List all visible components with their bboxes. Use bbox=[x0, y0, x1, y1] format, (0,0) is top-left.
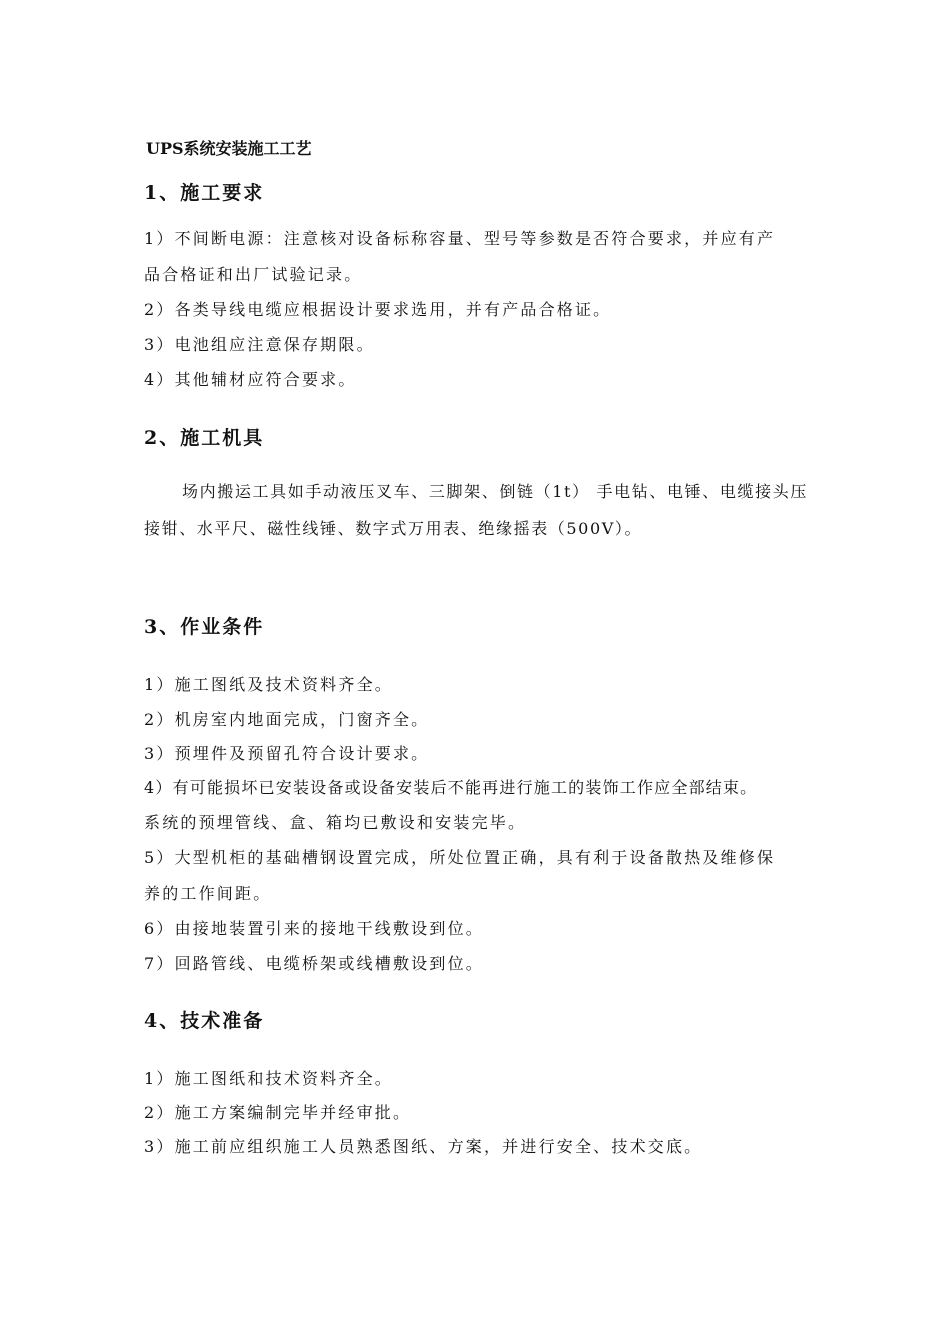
section-3-line-5: 系统的预埋管线、盒、箱均已敷设和安装完毕。 bbox=[144, 813, 527, 832]
section-3-line-2: 2）机房室内地面完成，门窗齐全。 bbox=[144, 710, 430, 729]
section-heading-2: 2、施工机具 bbox=[144, 427, 265, 449]
section-1-line-2: 品合格证和出厂试验记录。 bbox=[144, 265, 363, 284]
section-1-line-4: 3）电池组应注意保存期限。 bbox=[144, 335, 375, 354]
section-heading-1: 1、施工要求 bbox=[144, 182, 265, 204]
section-3-line-4: 4）有可能损坏已安装设备或设备安装后不能再进行施工的装饰工作应全部结束。 bbox=[144, 778, 758, 797]
section-heading-4: 4、技术准备 bbox=[144, 1010, 265, 1032]
section-3-line-3: 3）预埋件及预留孔符合设计要求。 bbox=[144, 744, 430, 763]
section-3-line-1: 1）施工图纸及技术资料齐全。 bbox=[144, 675, 393, 694]
section-1-line-1: 1）不间断电源：注意核对设备标称容量、型号等参数是否符合要求，并应有产 bbox=[144, 229, 776, 248]
section-2-paragraph: 场内搬运工具如手动液压叉车、三脚架、倒链（1t） 手电钻、电锤、电缆接头压接钳、水平尺、磁性线锤、数字式万用表、绝缘摇表（500V）。 bbox=[144, 482, 808, 538]
section-3-line-9: 7）回路管线、电缆桥架或线槽敷设到位。 bbox=[144, 954, 484, 973]
document-title: UPS系统安装施工工艺 bbox=[146, 139, 312, 158]
section-1-line-5: 4）其他辅材应符合要求。 bbox=[144, 370, 357, 389]
section-4-line-2: 2）施工方案编制完毕并经审批。 bbox=[144, 1103, 412, 1122]
section-3-line-6: 5）大型机柜的基础槽钢设置完成，所处位置正确，具有利于设备散热及维修保 bbox=[144, 848, 776, 867]
section-3-line-8: 6）由接地装置引来的接地干线敷设到位。 bbox=[144, 919, 484, 938]
section-4-line-3: 3）施工前应组织施工人员熟悉图纸、方案，并进行安全、技术交底。 bbox=[144, 1137, 703, 1156]
section-4-line-1: 1）施工图纸和技术资料齐全。 bbox=[144, 1069, 393, 1088]
section-3-line-7: 养的工作间距。 bbox=[144, 884, 272, 903]
section-1-line-3: 2）各类导线电缆应根据设计要求选用，并有产品合格证。 bbox=[144, 300, 612, 319]
section-heading-3: 3、作业条件 bbox=[144, 616, 265, 638]
